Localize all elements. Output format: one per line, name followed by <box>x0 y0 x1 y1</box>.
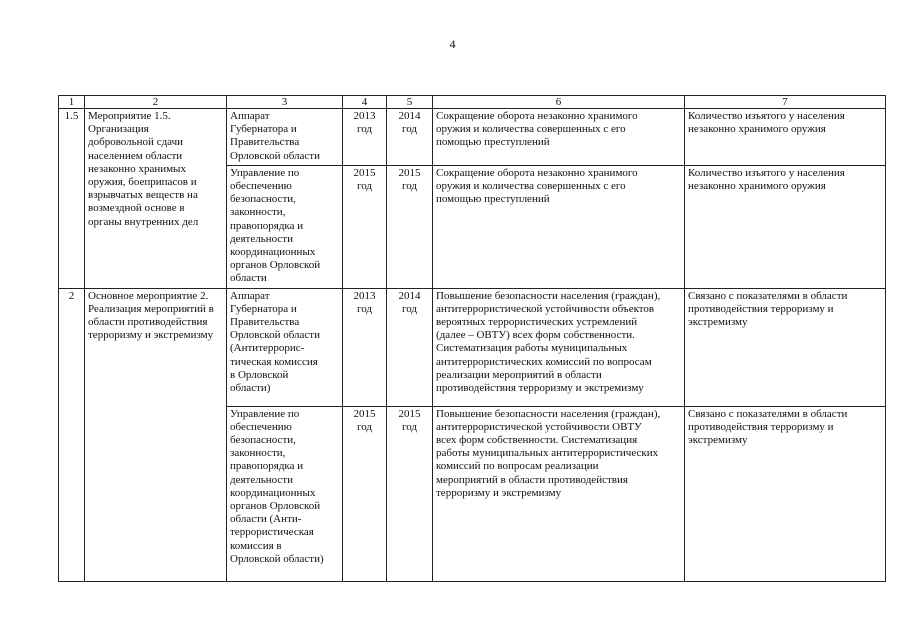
executor-cell-line: законности, <box>230 447 286 460</box>
event-name-cell-line: области противодействия <box>88 316 208 329</box>
header-cell: 4 <box>343 96 387 109</box>
indicator-link-cell <box>685 406 886 581</box>
executor-cell-line: Орловской области <box>230 149 320 162</box>
event-name-cell-line: взрывчатых веществ на <box>88 189 198 202</box>
start-year-cell-line: 2013 <box>353 110 376 122</box>
end-year-cell-line: 2014 <box>398 110 421 122</box>
executor-cell-line: безопасности, <box>230 193 296 206</box>
executor-cell-line: органов Орловской <box>230 259 321 272</box>
start-year-cell <box>343 109 387 166</box>
row-number-cell-line: 1.5 <box>64 110 79 122</box>
expected-result-cell-line: оружия и количества совершенных с его <box>436 123 626 136</box>
events-table <box>58 95 886 582</box>
executor-cell-line: тическая комиссия <box>230 355 318 368</box>
executor-cell-line: деятельности <box>230 473 293 486</box>
indicator-link-cell <box>685 165 886 288</box>
start-year-cell <box>343 406 387 581</box>
executor-cell-line: координационных <box>230 486 316 499</box>
expected-result-cell-line: Повышение безопасности населения (граждан), <box>436 407 661 420</box>
indicator-link-cell-line: экстремизму <box>688 434 748 447</box>
indicator-link-cell-line: противодействия терроризму и <box>688 420 834 433</box>
executor-cell-line: области) <box>230 382 271 395</box>
expected-result-cell-line: мероприятий в области противодействия <box>436 473 628 486</box>
event-name-cell-line: терроризму и экстремизму <box>88 329 214 342</box>
page-number: 4 <box>449 37 456 51</box>
executor-cell-line: Губернатора и <box>230 123 297 136</box>
expected-result-cell <box>433 109 685 166</box>
executor-cell-line: органов Орловской <box>230 500 321 513</box>
header-cell: 3 <box>227 96 343 109</box>
event-name-cell-line: Основное мероприятие 2. <box>88 289 209 302</box>
expected-result-cell-line: всех форм собственности. Систематизация <box>436 434 638 447</box>
event-name-cell <box>85 288 227 581</box>
start-year-cell-line: год <box>356 302 373 315</box>
header-cell: 1 <box>59 96 85 109</box>
executor-cell-line: Управление по <box>230 166 300 179</box>
header-cell: 5 <box>387 96 433 109</box>
start-year-cell <box>343 288 387 406</box>
start-year-cell <box>343 165 387 288</box>
executor-cell-line: безопасности, <box>230 434 296 447</box>
executor-cell-line: правопорядка и <box>230 460 304 473</box>
executor-cell <box>227 406 343 581</box>
executor-cell <box>227 288 343 406</box>
indicator-link-cell-line: экстремизму <box>688 316 748 329</box>
expected-result-cell-line: оружия и количества совершенных с его <box>436 180 626 193</box>
expected-result-cell <box>433 165 685 288</box>
expected-result-cell-line: антитеррористических комиссий по вопросам <box>436 355 652 368</box>
expected-result-cell-line: Систематизация работы муниципальных <box>436 342 628 355</box>
end-year-cell <box>387 288 433 406</box>
start-year-cell-line: 2015 <box>353 166 376 179</box>
executor-cell-line: области (Анти- <box>230 513 302 526</box>
expected-result-cell-line: помощью преступлений <box>436 136 550 149</box>
table-row <box>59 109 886 166</box>
executor-cell-line: Правительства <box>230 316 300 329</box>
indicator-link-cell-line: Связано с показателями в области <box>688 407 848 420</box>
expected-result-cell-line: (далее – ОВТУ) всех форм собственности. <box>436 329 635 342</box>
event-name-cell-line: населением области <box>88 149 183 162</box>
event-name-cell-line: Реализация мероприятий в <box>88 302 214 315</box>
end-year-cell-line: год <box>401 180 418 193</box>
end-year-cell-line: 2015 <box>398 407 421 420</box>
start-year-cell-line: год <box>356 123 373 136</box>
executor-cell-line: в Орловской <box>230 368 289 381</box>
row-number-cell <box>59 288 85 581</box>
executor-cell-line: обеспечению <box>230 180 292 193</box>
executor-cell-line: Управление по <box>230 407 300 420</box>
end-year-cell-line: 2015 <box>398 166 421 179</box>
event-name-cell-line: оружия, боеприпасов и <box>88 176 197 189</box>
end-year-cell-line: 2014 <box>398 289 421 302</box>
expected-result-cell-line: антитеррористической устойчивости ОВТУ <box>436 420 642 433</box>
executor-cell-line: координационных <box>230 246 316 259</box>
table-row <box>59 288 886 406</box>
executor-cell-line: законности, <box>230 206 286 219</box>
executor-cell-line: области <box>230 272 267 285</box>
expected-result-cell-line: Сокращение оборота незаконно хранимого <box>436 110 638 122</box>
executor-cell-line: Орловской области) <box>230 552 324 565</box>
expected-result-cell <box>433 406 685 581</box>
event-name-cell-line: Мероприятие 1.5. <box>88 110 171 122</box>
start-year-cell-line: 2015 <box>353 407 376 420</box>
event-name-cell-line: незаконно хранимых <box>88 162 186 175</box>
indicator-link-cell-line: Количество изъятого у населения <box>688 110 845 122</box>
event-name-cell-line: добровольной сдачи <box>88 136 184 149</box>
row-number-cell <box>59 109 85 289</box>
executor-cell-line: комиссия в <box>230 539 282 552</box>
event-name-cell-line: органы внутренних дел <box>88 215 199 228</box>
indicator-link-cell-line: незаконно хранимого оружия <box>688 123 826 136</box>
expected-result-cell-line: вероятных террористических устремлений <box>436 316 638 329</box>
expected-result-cell <box>433 288 685 406</box>
end-year-cell-line: год <box>401 123 418 136</box>
expected-result-cell-line: работы муниципальных антитеррористических <box>436 447 659 460</box>
start-year-cell-line: год <box>356 180 373 193</box>
expected-result-cell-line: терроризму и экстремизму <box>436 486 562 499</box>
executor-cell-line: Орловской области <box>230 329 320 342</box>
executor-cell <box>227 109 343 166</box>
executor-cell-line: Правительства <box>230 136 300 149</box>
executor-cell-line: обеспечению <box>230 420 292 433</box>
end-year-cell-line: год <box>401 302 418 315</box>
indicator-link-cell-line: Связано с показателями в области <box>688 289 848 302</box>
header-cell: 2 <box>85 96 227 109</box>
executor-cell-line: Губернатора и <box>230 302 297 315</box>
executor-cell-line: деятельности <box>230 232 293 245</box>
end-year-cell <box>387 406 433 581</box>
executor-cell <box>227 165 343 288</box>
indicator-link-cell-line: Количество изъятого у населения <box>688 166 845 179</box>
expected-result-cell-line: комиссий по вопросам реализации <box>436 460 599 473</box>
executor-cell-line: Аппарат <box>230 110 270 122</box>
executor-cell-line: (Антитеррорис- <box>230 342 305 355</box>
executor-cell-line: правопорядка и <box>230 219 304 232</box>
row-number-cell-line: 2 <box>68 289 75 302</box>
start-year-cell-line: 2013 <box>353 289 376 302</box>
expected-result-cell-line: Сокращение оборота незаконно хранимого <box>436 166 638 179</box>
event-name-cell-line: Организация <box>88 123 149 136</box>
indicator-link-cell-line: противодействия терроризму и <box>688 302 834 315</box>
end-year-cell <box>387 109 433 166</box>
indicator-link-cell-line: незаконно хранимого оружия <box>688 180 826 193</box>
event-name-cell-line: возмездной основе в <box>88 202 185 215</box>
expected-result-cell-line: Повышение безопасности населения (граждан), <box>436 289 661 302</box>
expected-result-cell-line: антитеррористической устойчивости объектов <box>436 302 655 315</box>
header-cell: 6 <box>433 96 685 109</box>
expected-result-cell-line: противодействия терроризму и экстремизму <box>436 382 644 395</box>
event-name-cell <box>85 109 227 289</box>
header-row <box>59 96 886 109</box>
indicator-link-cell <box>685 109 886 166</box>
indicator-link-cell <box>685 288 886 406</box>
executor-cell-line: Аппарат <box>230 289 270 302</box>
expected-result-cell-line: помощью преступлений <box>436 193 550 206</box>
end-year-cell <box>387 165 433 288</box>
end-year-cell-line: год <box>401 420 418 433</box>
executor-cell-line: террористическая <box>230 526 314 539</box>
start-year-cell-line: год <box>356 420 373 433</box>
header-cell: 7 <box>685 96 886 109</box>
expected-result-cell-line: реализации мероприятий в области <box>436 368 602 381</box>
